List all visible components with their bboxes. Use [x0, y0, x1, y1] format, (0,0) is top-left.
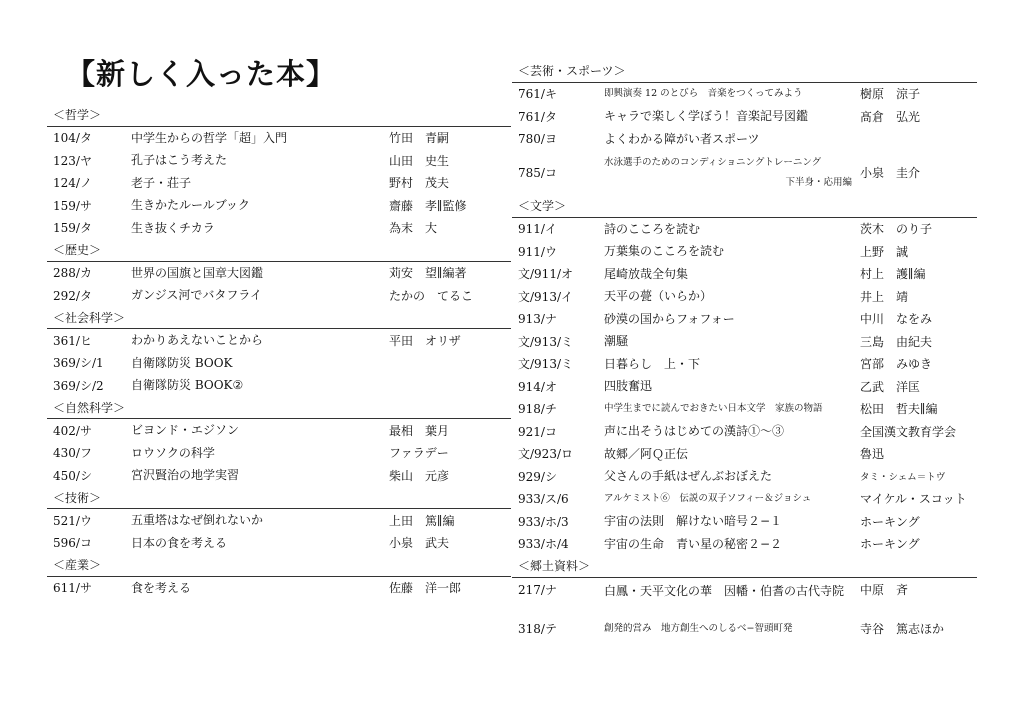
book-title: 自衛隊防災 BOOK②: [131, 378, 244, 393]
call-number: 文/911/オ: [518, 267, 573, 282]
book-row: [47, 194, 511, 217]
book-row: [512, 353, 977, 376]
book-title: 生きかたルールブック: [131, 198, 250, 213]
book-author: 松田 哲夫∥編: [860, 402, 938, 417]
call-number: 217/ナ: [518, 582, 557, 597]
book-author: 小泉 武夫: [389, 536, 450, 551]
book-row: [47, 532, 511, 555]
book-row: [512, 218, 977, 241]
book-author: 竹田 青嗣: [389, 131, 450, 146]
book-row: [512, 420, 977, 443]
book-author: 寺谷 篤志ほか: [860, 622, 945, 637]
call-number: 921/コ: [518, 424, 557, 439]
call-number: 929/シ: [518, 469, 557, 484]
book-title: アルケミスト⑥ 伝説の双子ソフィー＆ジョシュ: [604, 492, 812, 504]
call-number: 288/カ: [53, 266, 92, 281]
book-row: [47, 172, 511, 195]
book-title: 即興演奏 12 のとびら 音楽をつくってみよう: [604, 87, 803, 99]
call-number: 933/ホ/3: [518, 514, 569, 529]
book-author: 宮部 みゆき: [860, 357, 933, 372]
call-number: 文/913/ミ: [518, 357, 573, 372]
book-author: 井上 靖: [860, 289, 909, 304]
book-author: 乙武 洋匡: [860, 379, 921, 394]
book-author: 平田 オリザ: [389, 333, 461, 348]
book-author: 小泉 圭介: [860, 166, 921, 180]
book-row: [512, 510, 977, 533]
book-title: 宇宙の生命 青い星の秘密２−２: [604, 536, 783, 551]
book-author: ホーキング: [860, 537, 920, 552]
category-header: ＜芸術・スポーツ＞: [512, 60, 977, 83]
book-row: [512, 150, 977, 195]
book-title: 孔子はこう考えた: [131, 153, 228, 168]
book-row: [512, 488, 977, 511]
book-author: ホーキング: [860, 514, 920, 529]
call-number: 914/オ: [518, 379, 557, 394]
call-number: 761/キ: [518, 87, 557, 102]
book-row: [47, 442, 511, 465]
book-row: [47, 284, 511, 307]
call-number: 911/ウ: [518, 244, 557, 259]
book-author: 齋藤 孝∥監修: [389, 198, 467, 213]
call-number: 文/913/イ: [518, 289, 573, 304]
book-row: [512, 375, 977, 398]
call-number: 911/イ: [518, 222, 557, 237]
book-row: [512, 263, 977, 286]
book-title: 万葉集のこころを読む: [604, 244, 725, 259]
call-number: 369/シ/2: [53, 378, 104, 393]
book-title: 宇宙の法則 解けない暗号２−１: [604, 514, 783, 529]
call-number: 402/サ: [53, 423, 92, 438]
call-number: 933/ス/6: [518, 492, 569, 507]
book-title: 日本の食を考える: [131, 535, 228, 550]
category-header: ＜社会科学＞: [47, 307, 511, 330]
book-title: [604, 153, 860, 193]
book-title: 創発的営み 地方創生へのしるべ−智頭町発: [604, 622, 793, 634]
book-author: 樹原 涼子: [860, 87, 921, 102]
call-number: 文/913/ミ: [518, 334, 573, 349]
category-header: ＜自然科学＞: [47, 397, 511, 420]
book-author: 最相 葉月: [389, 423, 450, 438]
book-title: キャラで楽しく学ぼう！音楽記号図鑑: [604, 109, 809, 124]
call-number: 369/シ/1: [53, 356, 104, 371]
category-header: ＜哲学＞: [47, 104, 511, 127]
book-row: [512, 240, 977, 263]
call-number: 761/タ: [518, 109, 557, 124]
book-title: 天平の甍（いらか）: [604, 289, 713, 304]
book-title: よくわかる障がい者スポーツ: [604, 131, 760, 146]
book-row: [512, 308, 977, 331]
call-number: 104/タ: [53, 131, 92, 146]
book-row: [47, 577, 511, 600]
book-row: [512, 398, 977, 421]
book-author: たかの てるこ: [389, 288, 474, 303]
book-title: 食を考える: [131, 580, 192, 595]
book-author: 佐藤 洋一郎: [389, 581, 462, 596]
book-author: タミ・シェム＝トヴ: [860, 472, 946, 484]
book-title: ビヨンド・エジソン: [131, 423, 240, 438]
book-row: [512, 578, 977, 618]
call-number: 785/コ: [518, 166, 557, 180]
book-author: 柴山 元彦: [389, 468, 450, 483]
category-header: ＜産業＞: [47, 554, 511, 577]
book-title: ガンジス河でバタフライ: [131, 288, 262, 303]
call-number: 文/923/ロ: [518, 447, 573, 462]
book-author: 全国漢文教育学会: [860, 424, 957, 439]
call-number: 918/チ: [518, 402, 557, 417]
book-author: 茨木 のり子: [860, 222, 933, 237]
book-title: 中学生までに読んでおきたい日本文学 家族の物語: [604, 402, 823, 414]
book-title-main: 水泳選手のためのコンディショニングトレーニング: [604, 156, 822, 168]
call-number: 318/テ: [518, 622, 557, 637]
book-row: [47, 509, 511, 532]
book-author: 三島 由紀夫: [860, 334, 933, 349]
book-title: 声に出そうはじめての漢詩①～③: [604, 424, 785, 439]
book-row: [512, 618, 977, 641]
book-row: [512, 128, 977, 151]
book-title: 老子・荘子: [131, 175, 192, 190]
book-author: 髙倉 弘光: [860, 109, 921, 124]
call-number: 159/タ: [53, 221, 92, 236]
book-row: [47, 419, 511, 442]
book-author: マイケル・スコット: [860, 492, 967, 507]
book-title: 生き抜くチカラ: [131, 220, 215, 235]
book-title: 自衛隊防災 BOOK: [131, 355, 233, 370]
book-title: 四肢奮迅: [604, 379, 653, 394]
category-header: ＜技術＞: [47, 487, 511, 510]
call-number: 361/ヒ: [53, 333, 92, 348]
book-title: 潮騒: [604, 334, 629, 349]
book-title: わかりあえないことから: [131, 333, 264, 348]
call-number: 159/サ: [53, 198, 92, 213]
call-number: 430/フ: [53, 446, 92, 461]
book-row: [512, 443, 977, 466]
book-row: [512, 465, 977, 488]
call-number: 123/ヤ: [53, 153, 92, 168]
book-row: [47, 149, 511, 172]
book-author: 野村 茂夫: [389, 176, 450, 191]
book-row: [47, 217, 511, 240]
book-title: 五重塔はなぜ倒れないか: [131, 513, 264, 528]
book-row: [512, 285, 977, 308]
book-title: 尾崎放哉全句集: [604, 266, 689, 281]
book-author: 山田 史生: [389, 153, 450, 168]
book-row: [47, 262, 511, 285]
category-header: ＜文学＞: [512, 195, 977, 218]
book-row: [512, 105, 977, 128]
book-row: [512, 533, 977, 556]
book-author: 村上 護∥編: [860, 267, 926, 282]
call-number: 292/タ: [53, 288, 92, 303]
book-subtitle: 下半身・応用編: [785, 176, 852, 188]
book-row: [47, 352, 511, 375]
book-author: 中原 斉: [860, 582, 909, 597]
book-row: [47, 374, 511, 397]
category-header: ＜郷土資料＞: [512, 555, 977, 578]
category-header: ＜歴史＞: [47, 239, 511, 262]
book-author: 上田 篤∥編: [389, 513, 455, 528]
book-author: 上野 誠: [860, 244, 909, 259]
book-title: ロウソクの科学: [131, 445, 215, 460]
book-title: 世界の国旗と国章大図鑑: [131, 265, 264, 280]
book-title: 宮沢賢治の地学実習: [131, 468, 240, 483]
book-author: 中川 なをみ: [860, 312, 933, 327]
book-title: 詩のこころを読む: [604, 221, 701, 236]
book-row: [47, 329, 511, 352]
book-title: 中学生からの哲学「超」入門: [131, 130, 288, 145]
book-author: ファラデー: [389, 446, 449, 461]
left-column: [47, 104, 511, 599]
right-column: [512, 60, 977, 640]
book-author: 魯迅: [860, 447, 885, 462]
call-number: 450/シ: [53, 468, 92, 483]
book-row: [47, 127, 511, 150]
book-author: 苅安 望∥編著: [389, 266, 467, 281]
call-number: 780/ヨ: [518, 132, 557, 147]
book-title: 故郷／阿Ｑ正伝: [604, 446, 689, 461]
book-title: 白鳳・天平文化の華 因幡・伯耆の古代寺院: [604, 583, 845, 598]
call-number: 933/ホ/4: [518, 537, 569, 552]
book-title: 日暮らし 上・下: [604, 356, 701, 371]
book-title: 砂漠の国からフォフォー: [604, 311, 735, 326]
call-number: 521/ウ: [53, 513, 92, 528]
page-title: 【新しく入った本】: [66, 57, 337, 91]
call-number: 611/サ: [53, 581, 92, 596]
call-number: 913/ナ: [518, 312, 557, 327]
book-row: [47, 464, 511, 487]
book-author: 為末 大: [389, 221, 438, 236]
call-number: 596/コ: [53, 536, 92, 551]
book-row: [512, 330, 977, 353]
call-number: 124/ノ: [53, 176, 92, 191]
book-title: 父さんの手紙はぜんぶおぼえた: [604, 469, 773, 484]
book-row: [512, 83, 977, 106]
